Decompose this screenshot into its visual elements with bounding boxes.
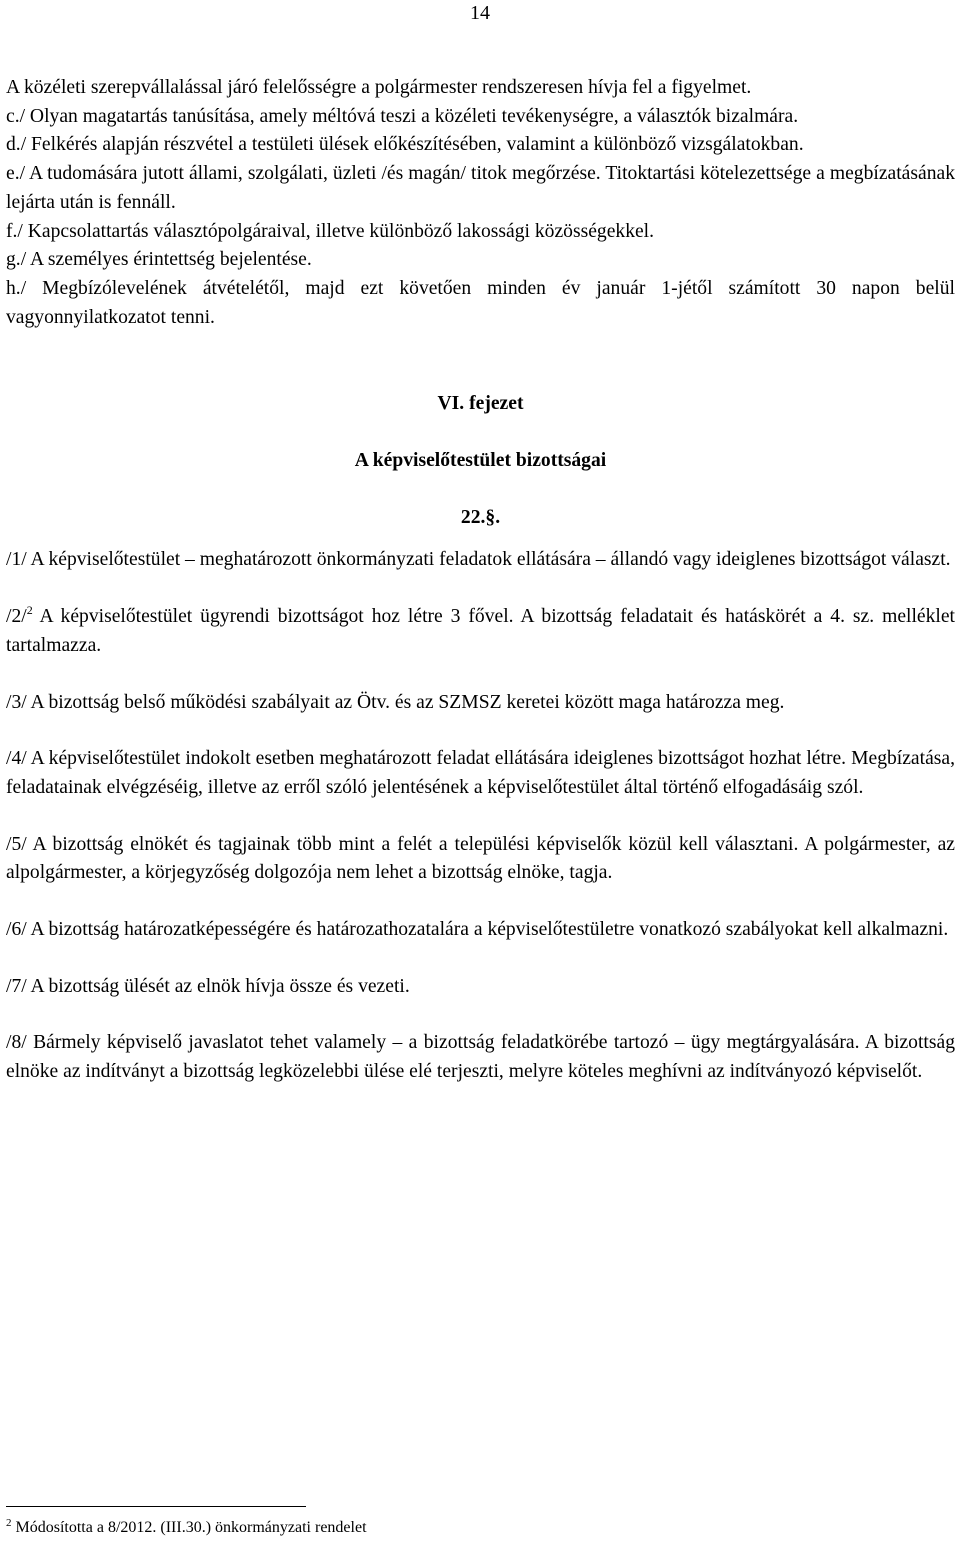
item-e: e./ A tudomására jutott állami, szolgálati, üzleti /és magán/ titok megőrzése. Titoktartási kötelezettsége a megbízatásának lejárta után is fennáll. [6, 163, 955, 213]
chapter-number: VI. fejezet [437, 393, 524, 415]
section-5: /5/ A bizottság elnökét és tagjainak több mint a felét a települési képviselők közül kell választani. A polgármester, az alpolgármester, a körjegyzőség dolgozója nem lehet a bizottság elnöke, tagja. [6, 833, 955, 884]
footnote-reference[interactable]: 2 [26, 603, 33, 618]
footnote-mark: 2 [6, 1517, 12, 1529]
item-c: c./ Olyan magatartás tanúsítása, amely méltóvá teszi a közéleti tevékenységre, a választók bizalmára. [6, 105, 799, 127]
item-h: h./ Megbízólevelének átvételétől, majd ezt követően minden év január 1-jétől számított 30 napon belül vagyonnyilatkozatot tenni. [6, 277, 955, 328]
footnote-separator [6, 1506, 306, 1507]
section-8: /8/ Bármely képviselő javaslatot tehet valamely – a bizottság feladatkörébe tartozó – ügy megtárgyalására. A bizottság elnöke az indítványt a bizottság legközelebbi ülése elé terjeszti, melyre köteles meghívni az indítványozó képviselőt. [6, 1032, 955, 1083]
intro-paragraph-a: A közéleti szerepvállalással járó felelősségre a polgármester rendszeresen hívja fel a figyelmet. [6, 77, 752, 98]
section-4: /4/ A képviselőtestület indokolt esetben meghatározott feladat ellátására ideiglenes bizottságot hozhat létre. Megbízatása, feladatainak elvégzéséig, illetve az erről szóló jelentésének a képviselőtestület által történő elfogadásáig szól. [6, 748, 955, 798]
document-body [6, 74, 955, 1087]
item-g: g./ A személyes érintettség bejelentése. [6, 249, 312, 271]
footnote-text: Módosította a 8/2012. (III.30.) önkormányzati rendelet [11, 1519, 367, 1536]
item-d: d./ Felkérés alapján részvétel a testületi ülések előkészítésében, valamint a különböző vizsgálatokban. [6, 134, 804, 156]
section-3: /3/ A bizottság belső működési szabályait az Ötv. és az SZMSZ keretei között maga határozza meg. [6, 691, 785, 713]
section-1: /1/ A képviselőtestület – meghatározott önkormányzati feladatok ellátására – állandó vagy ideiglenes bizottságot választ. [6, 549, 951, 571]
page-number: 14 [470, 2, 490, 24]
section-2 [6, 603, 955, 660]
section-7: /7/ A bizottság ülését az elnök hívja össze és vezeti. [6, 975, 410, 997]
section-6: /6/ A bizottság határozatképességére és határozathozatalára a képviselőtestületre vonatkozó szabályokat kell alkalmazni. [6, 919, 949, 941]
section-2-number: /2/ [6, 606, 27, 628]
section-2-text: A képviselőtestület ügyrendi bizottságot hoz létre 3 fővel. A bizottság feladatait és hatáskörét a 4. sz. melléklet tartalmazza. [6, 606, 955, 656]
item-f: f./ Kapcsolattartás választópolgáraival, illetve különböző lakossági közösségekkel. [6, 220, 655, 242]
chapter-title: A képviselőtestület bizottságai [354, 450, 607, 472]
footnote [6, 1518, 367, 1538]
paragraph-number: 22.§. [460, 506, 501, 528]
